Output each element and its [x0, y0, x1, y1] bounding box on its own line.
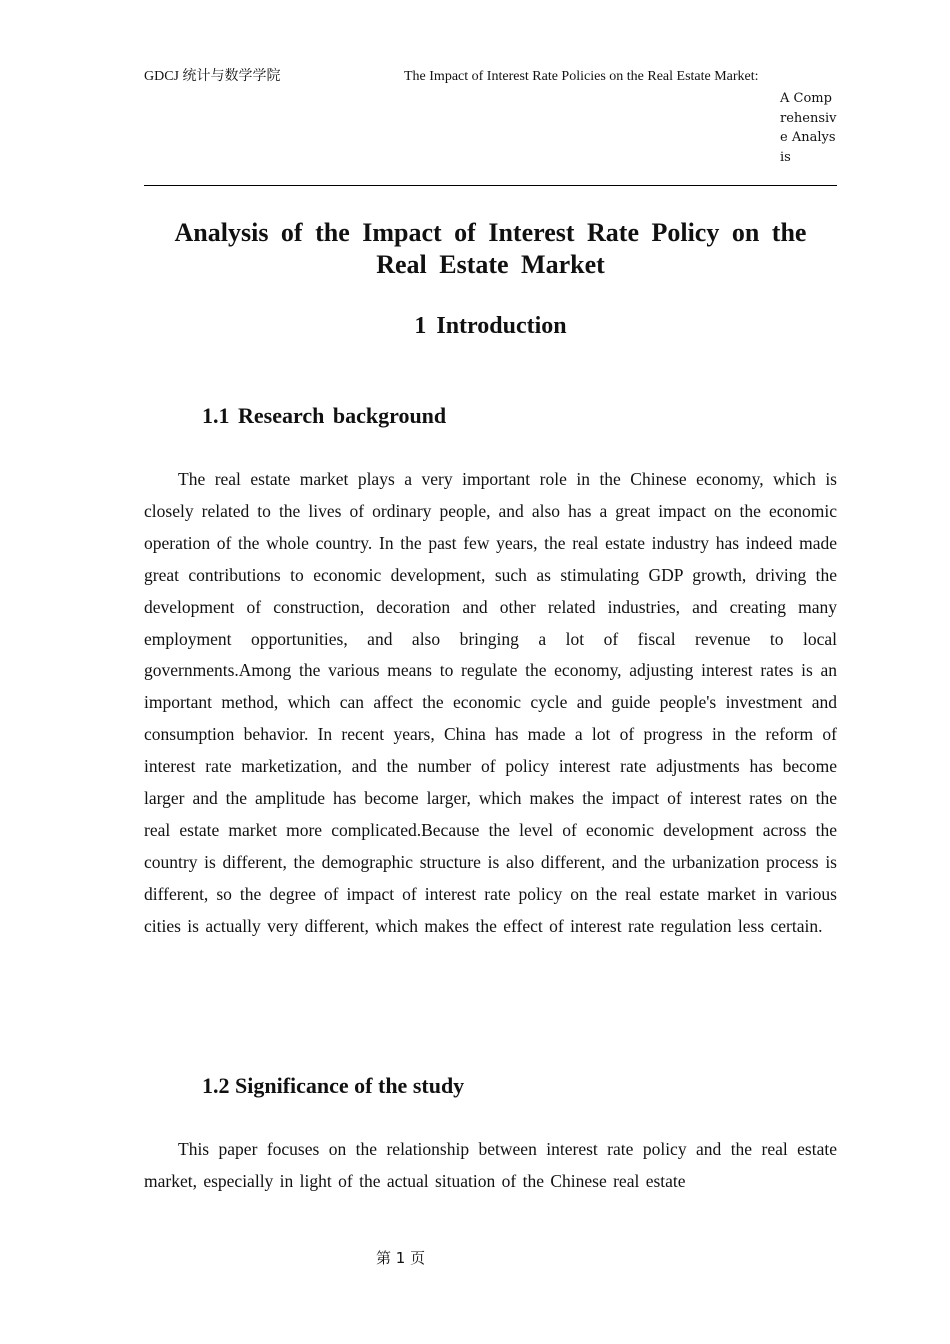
- header-running-title-overflow: A Comprehensive Analysis: [780, 91, 837, 165]
- document-title: Analysis of the Impact of Interest Rate Policy on the Real Estate Market: [174, 218, 807, 279]
- page-number: 第 1 页: [376, 1249, 426, 1267]
- subsection-heading-significance: 1.2 Significance of the study: [202, 1073, 465, 1098]
- subsection-heading-research-background: 1.1 Research background: [202, 403, 447, 428]
- header-running-title: The Impact of Interest Rate Policies on the Real Estate Market:: [404, 69, 759, 84]
- body-paragraph: The real estate market plays a very important role in the Chinese economy, which is closely related to the lives of ordinary people, and also has a great impact on the economic operation of the whole country. In the past few years, the real estate industry has indeed made great contributions to economic development, such as stimulating GDP growth, driving the development of construction, decoration and other related industries, and creating many employment opportunities, and also bringing a lot of fiscal revenue to local governments.Among the various means to regulate the economy, adjusting interest rates is an important method, which can affect the economic cycle and guide people's investment and consumption behavior. In recent years, China has made a lot of progress in the reform of interest rate marketization, and the number of policy interest rate adjustments has become larger and the amplitude has become larger, which makes the impact of interest rates on the real estate market more complicated.Because the level of economic development across the country is different, the demographic structure is also different, and the urbanization process is different, so the degree of impact of interest rate policy on the real estate market in various cities is actually very different, which makes the effect of interest rate regulation less certain.: [144, 469, 837, 936]
- header-institution: GDCJ 统计与数学学院: [144, 69, 281, 84]
- section-heading-introduction: 1 Introduction: [414, 313, 567, 339]
- header-divider: [144, 185, 837, 186]
- body-paragraph: This paper focuses on the relationship between interest rate policy and the real estate market, especially in light of the actual situation of the Chinese real estate: [144, 1139, 837, 1191]
